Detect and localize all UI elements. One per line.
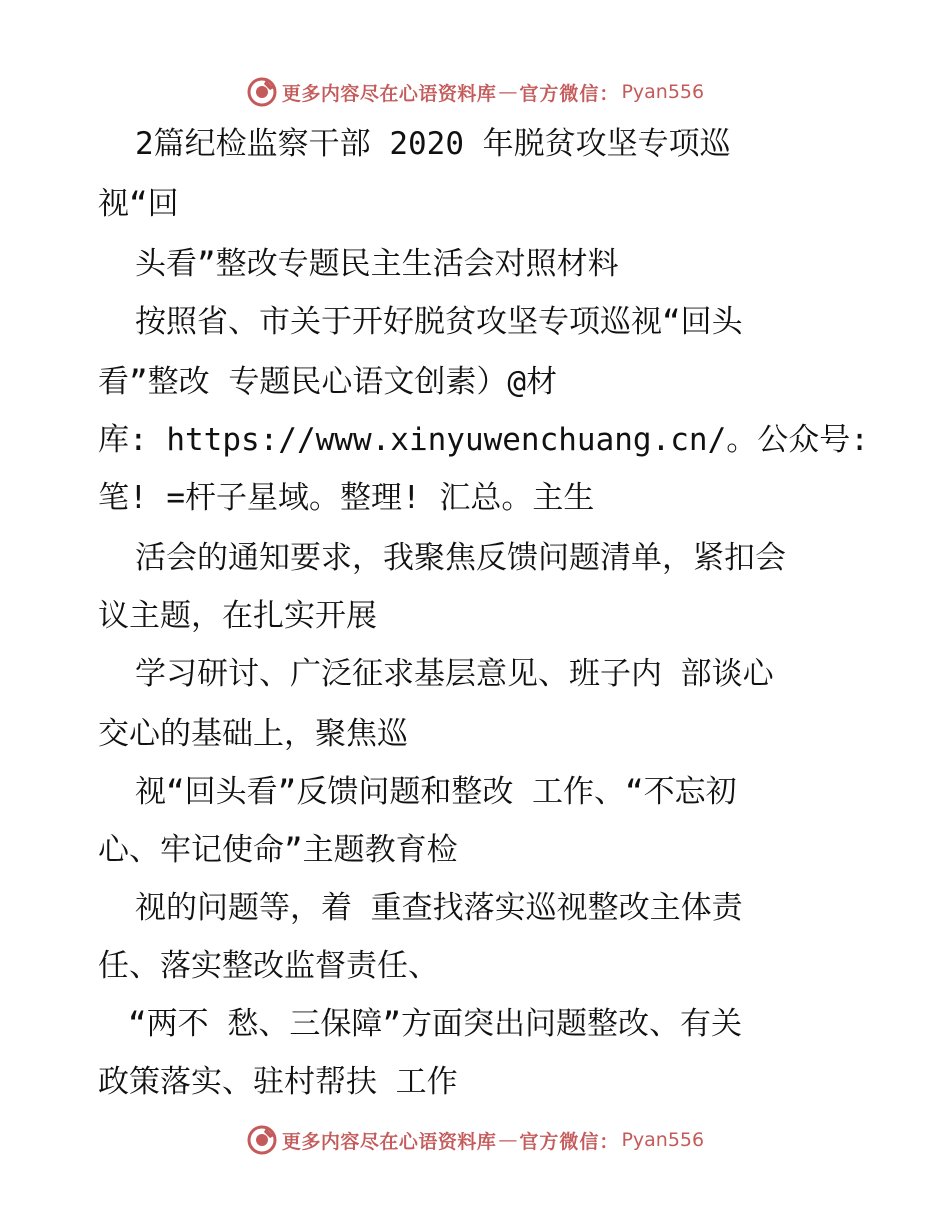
watermark-wechat-id: Pyan556 <box>621 1129 705 1151</box>
watermark-footer <box>0 1120 950 1160</box>
document-line: 任、落实整改监督责任、 <box>98 948 439 984</box>
watermark-separator: — <box>498 1129 518 1151</box>
document-line: 学习研讨、广泛征求基层意见、班子内 部谈心 <box>135 656 774 692</box>
watermark-wechat-id: Pyan556 <box>621 81 705 103</box>
document-line: 库: https://www.xinyuwenchuang.cn/。公众号: <box>98 422 869 458</box>
document-line: 活会的通知要求，我聚焦反馈问题清单，紧扣会 <box>135 540 786 576</box>
document-line: 交心的基础上，聚焦巡 <box>98 716 408 752</box>
document-line: 心、牢记使命”主题教育检 <box>98 832 458 868</box>
document-line: 看”整改 专题民心语文创素）@材 <box>98 364 557 400</box>
logo-icon <box>246 1124 278 1156</box>
document-line: 政策落实、驻村帮扶 工作 <box>98 1064 458 1100</box>
document-line: 视“回头看”反馈问题和整改 工作、“不忘初 <box>135 774 737 810</box>
document-line: 头看”整改专题民主生活会对照材料 <box>135 246 619 282</box>
watermark-wechat-label: 官方微信： <box>519 82 620 105</box>
watermark-separator: — <box>498 81 518 103</box>
watermark-wechat-label: 官方微信： <box>519 1130 620 1153</box>
document-line: 视“回 <box>98 186 179 222</box>
document-line: 2篇纪检监察干部 2020 年脱贫攻坚专项巡 <box>135 126 731 162</box>
document-line: 议主题，在扎实开展 <box>98 598 377 634</box>
document-line: “两不 愁、三保障”方面突出问题整改、有关 <box>128 1006 742 1042</box>
document-line: 笔! =杆子星域。整理! 汇总。主生 <box>98 480 595 516</box>
watermark-text: 更多内容尽在心语资料库 <box>281 1130 497 1153</box>
document-line: 按照省、市关于开好脱贫攻坚专项巡视“回头 <box>135 304 743 340</box>
document-line: 视的问题等，着 重查找落实巡视整改主体责 <box>135 890 743 926</box>
watermark-text: 更多内容尽在心语资料库 <box>281 82 497 105</box>
